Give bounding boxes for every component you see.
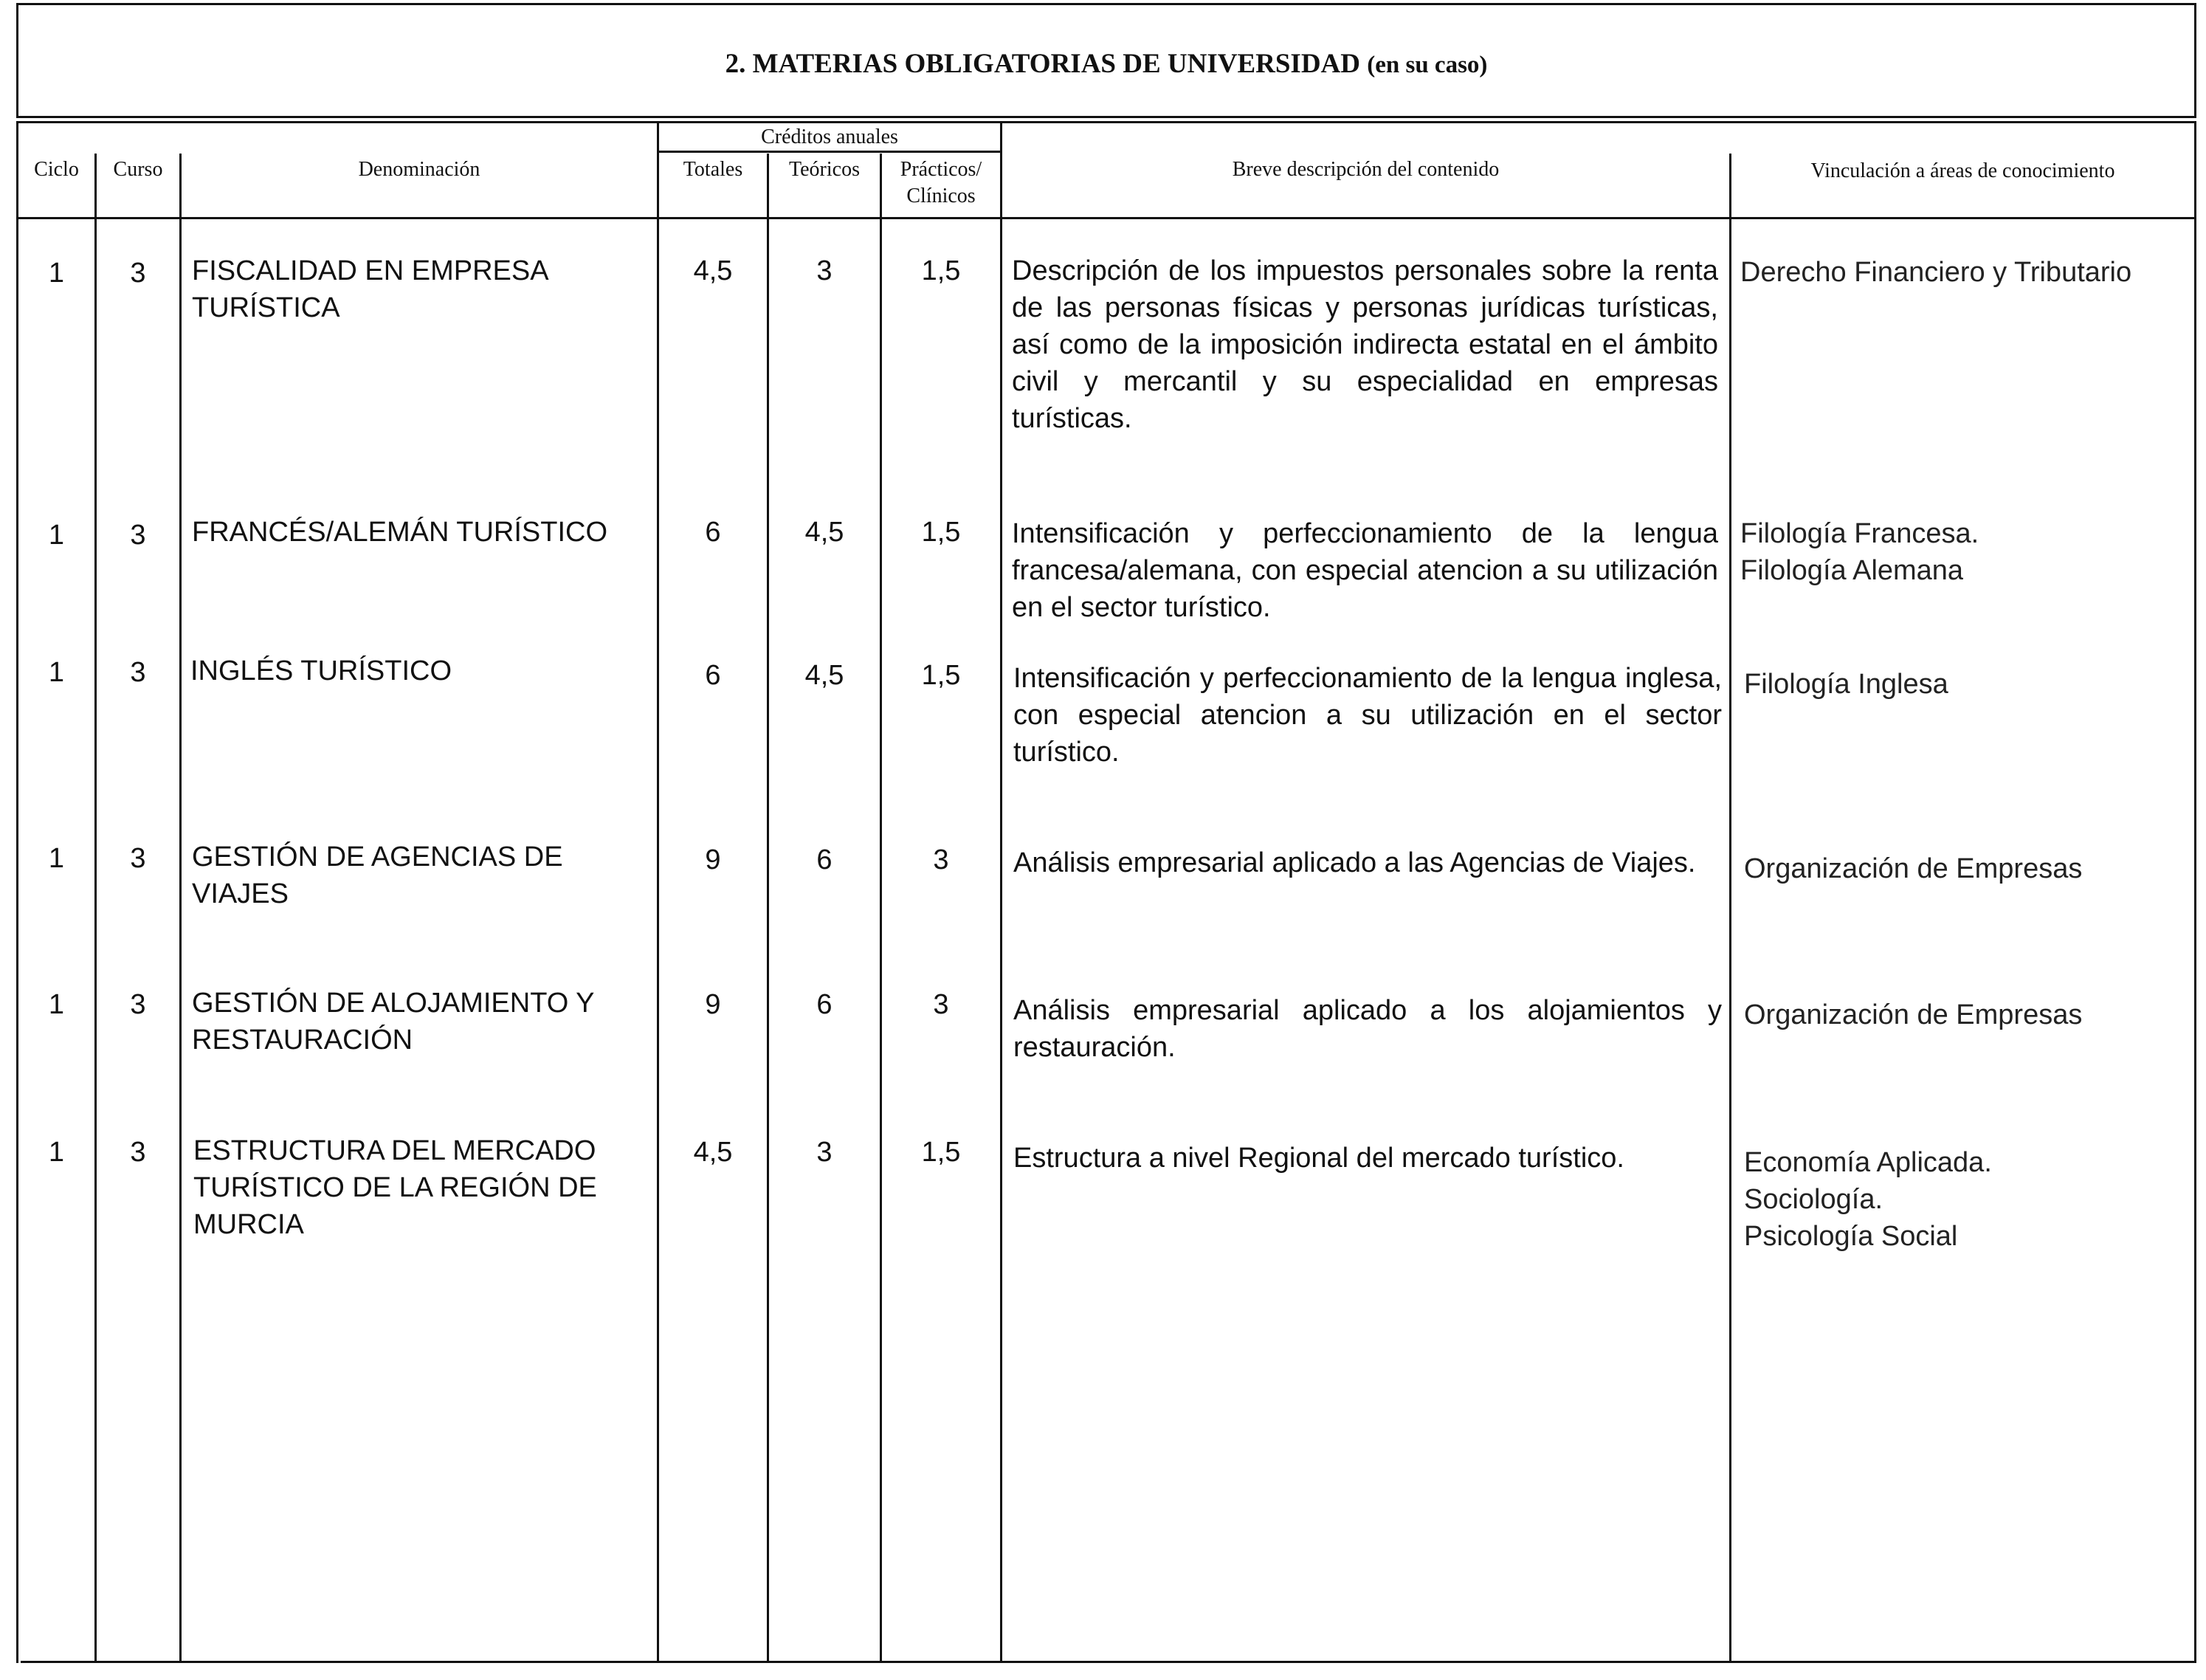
row5-descripcion: Análisis empresarial aplicado a los alojamientos y restauración. [1013, 995, 1722, 1063]
col-line-practicos [1000, 121, 1002, 1663]
creditos-divider-line [657, 151, 1001, 153]
row1-descripcion: Descripción de los impuestos personales sobre la renta de las personas físicas y personas jurídicas turísticas, así como de la imposición indirecta estatal en el ámbito civil y mercantil y su especialidad en empresas turísticas. [1012, 255, 1718, 434]
table-bottom-line [21, 1661, 2196, 1663]
row5-teoricos: 6 [816, 989, 833, 1020]
row1-denominacion: FISCALIDAD EN EMPRESA TURÍSTICA [192, 255, 548, 323]
col-line-right [2194, 121, 2196, 1663]
row6-denominacion: ESTRUCTURA DEL MERCADO TURÍSTICO DE LA REGIÓN DE MURCIA [193, 1135, 597, 1240]
row4-ciclo: 1 [48, 843, 65, 874]
row4-totales: 9 [705, 844, 721, 875]
row3-practicos: 1,5 [921, 660, 961, 691]
row2-practicos: 1,5 [921, 517, 961, 548]
header-ciclo: Ciclo [34, 158, 79, 181]
row4-curso: 3 [130, 843, 146, 874]
row6-area-2: Sociología. [1744, 1184, 1883, 1215]
document-title [18, 48, 2194, 80]
row5-totales: 9 [705, 989, 721, 1020]
row3-teoricos: 4,5 [804, 660, 844, 691]
header-vinculacion: Vinculación a áreas de conocimiento [1810, 159, 2115, 182]
row6-teoricos: 3 [816, 1137, 833, 1168]
title-note: (en su caso) [1367, 52, 1488, 78]
col-line-descripcion [1729, 154, 1731, 1663]
row3-descripcion: Intensificación y perfeccionamiento de la lengua inglesa, con especial atencion a su utilización en el sector turístico. [1013, 663, 1722, 768]
row1-teoricos: 3 [816, 255, 833, 286]
row5-area-1: Organización de Empresas [1744, 999, 2083, 1030]
col-line-ciclo [94, 154, 97, 1663]
row6-curso: 3 [130, 1137, 146, 1168]
header-descripcion: Breve descripción del contenido [1232, 158, 1500, 181]
row2-denominacion: FRANCÉS/ALEMÁN TURÍSTICO [192, 517, 608, 548]
row3-denominacion: INGLÉS TURÍSTICO [190, 655, 452, 686]
row6-practicos: 1,5 [921, 1137, 961, 1168]
header-totales: Totales [683, 158, 743, 181]
header-teoricos: Teóricos [788, 158, 860, 181]
row1-practicos: 1,5 [921, 255, 961, 286]
row4-teoricos: 6 [816, 844, 833, 875]
row1-totales: 4,5 [693, 255, 733, 286]
row6-area-1: Economía Aplicada. [1744, 1147, 1992, 1178]
row4-denominacion: GESTIÓN DE AGENCIAS DE VIAJES [192, 841, 563, 909]
row2-descripcion: Intensificación y perfeccionamiento de la lengua francesa/alemana, con especial atencion a su utilización en el sector turístico. [1012, 518, 1718, 623]
col-line-left [16, 121, 18, 1663]
header-creditos-anuales: Créditos anuales [761, 125, 898, 148]
row5-curso: 3 [130, 989, 146, 1020]
col-line-denominacion [657, 121, 659, 1663]
row3-area-1: Filología Inglesa [1744, 669, 1948, 700]
row5-denominacion: GESTIÓN DE ALOJAMIENTO Y RESTAURACIÓN [192, 988, 594, 1056]
row3-ciclo: 1 [48, 657, 65, 688]
row5-ciclo: 1 [48, 989, 65, 1020]
header-denominacion: Denominación [358, 158, 480, 181]
row2-teoricos: 4,5 [804, 517, 844, 548]
row4-practicos: 3 [933, 844, 949, 875]
header-top-line [16, 121, 2196, 123]
header-curso: Curso [113, 158, 163, 181]
row1-curso: 3 [130, 258, 146, 289]
row3-totales: 6 [705, 660, 721, 691]
row1-area-1: Derecho Financiero y Tributario [1740, 257, 2132, 288]
row3-curso: 3 [130, 657, 146, 688]
row4-area-1: Organización de Empresas [1744, 853, 2083, 884]
row2-totales: 6 [705, 517, 721, 548]
header-bottom-line [16, 217, 2196, 219]
row6-descripcion: Estructura a nivel Regional del mercado turístico. [1013, 1143, 1624, 1174]
col-line-totales [767, 154, 769, 1663]
title-box [16, 3, 2196, 118]
title-main: 2. MATERIAS OBLIGATORIAS DE UNIVERSIDAD [725, 49, 1360, 79]
row2-curso: 3 [130, 520, 146, 551]
row6-ciclo: 1 [48, 1137, 65, 1168]
row6-totales: 4,5 [693, 1137, 733, 1168]
row6-area-3: Psicología Social [1744, 1221, 1958, 1252]
row2-area-1: Filología Francesa. [1740, 518, 1979, 549]
row2-area-2: Filología Alemana [1740, 555, 1964, 586]
row4-descripcion: Análisis empresarial aplicado a las Agencias de Viajes. [1013, 847, 1696, 878]
header-practicos: Prácticos/ Clínicos [900, 158, 982, 207]
col-line-teoricos [880, 154, 882, 1663]
row5-practicos: 3 [933, 989, 949, 1020]
col-line-curso [179, 154, 182, 1663]
row2-ciclo: 1 [48, 520, 65, 551]
row1-ciclo: 1 [48, 258, 65, 289]
